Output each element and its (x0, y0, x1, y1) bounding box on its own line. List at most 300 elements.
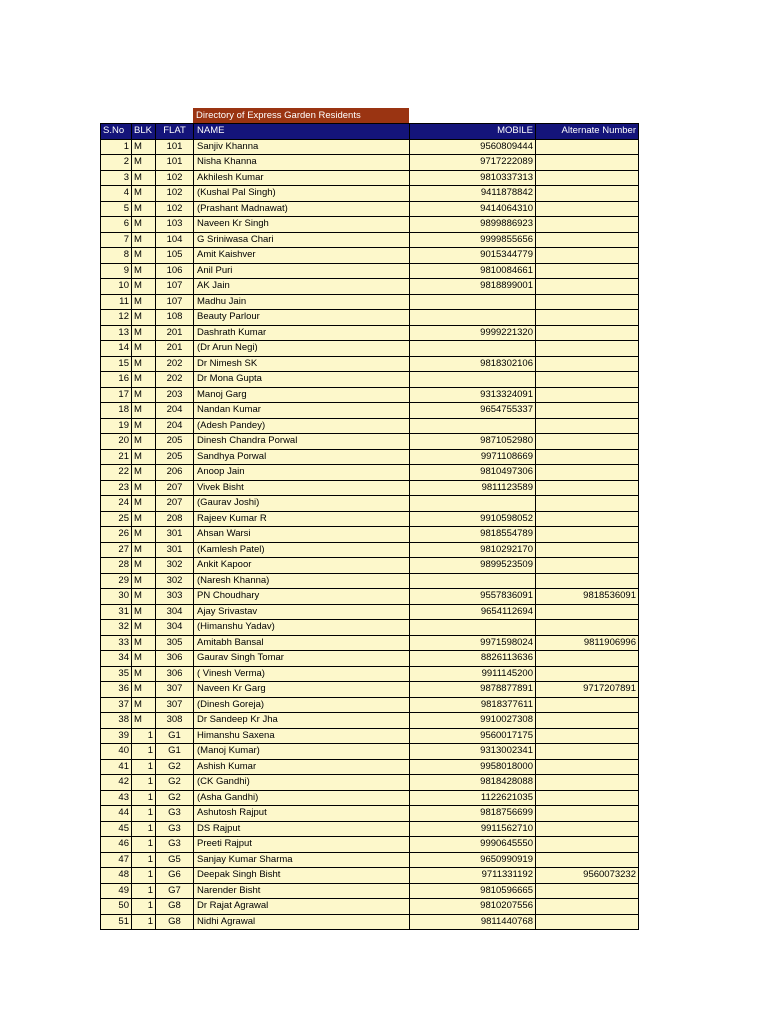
cell-mobile[interactable] (410, 573, 536, 589)
cell-flat[interactable]: 102 (156, 170, 194, 186)
cell-blk[interactable]: M (132, 651, 156, 667)
cell-mobile[interactable]: 9811440768 (410, 914, 536, 930)
cell-mobile[interactable] (410, 620, 536, 636)
cell-alternate-number[interactable] (536, 899, 639, 915)
cell-flat[interactable]: 201 (156, 325, 194, 341)
cell-blk[interactable]: 1 (132, 852, 156, 868)
cell-blk[interactable]: M (132, 480, 156, 496)
cell-flat[interactable]: G7 (156, 883, 194, 899)
cell-flat[interactable]: 306 (156, 666, 194, 682)
cell-blk[interactable]: M (132, 573, 156, 589)
cell-sno[interactable]: 42 (101, 775, 132, 791)
cell-sno[interactable]: 50 (101, 899, 132, 915)
cell-name[interactable]: Dashrath Kumar (194, 325, 410, 341)
cell-blk[interactable]: M (132, 294, 156, 310)
cell-alternate-number[interactable] (536, 744, 639, 760)
cell-mobile[interactable]: 9313324091 (410, 387, 536, 403)
cell-mobile[interactable]: 9818428088 (410, 775, 536, 791)
cell-alternate-number[interactable]: 9560073232 (536, 868, 639, 884)
cell-mobile[interactable]: 9560017175 (410, 728, 536, 744)
cell-sno[interactable]: 41 (101, 759, 132, 775)
cell-alternate-number[interactable] (536, 170, 639, 186)
cell-mobile[interactable]: 9999855656 (410, 232, 536, 248)
cell-sno[interactable]: 4 (101, 186, 132, 202)
cell-flat[interactable]: G3 (156, 837, 194, 853)
cell-flat[interactable]: G5 (156, 852, 194, 868)
cell-sno[interactable]: 34 (101, 651, 132, 667)
cell-blk[interactable]: M (132, 170, 156, 186)
cell-blk[interactable]: 1 (132, 821, 156, 837)
cell-flat[interactable]: 301 (156, 542, 194, 558)
cell-sno[interactable]: 37 (101, 697, 132, 713)
cell-sno[interactable]: 15 (101, 356, 132, 372)
cell-blk[interactable]: M (132, 542, 156, 558)
cell-flat[interactable]: 308 (156, 713, 194, 729)
cell-blk[interactable]: M (132, 201, 156, 217)
cell-alternate-number[interactable] (536, 573, 639, 589)
cell-blk[interactable]: M (132, 356, 156, 372)
cell-flat[interactable]: G2 (156, 775, 194, 791)
cell-mobile[interactable]: 9911145200 (410, 666, 536, 682)
cell-flat[interactable]: 103 (156, 217, 194, 233)
cell-alternate-number[interactable] (536, 403, 639, 419)
cell-sno[interactable]: 13 (101, 325, 132, 341)
cell-alternate-number[interactable] (536, 697, 639, 713)
cell-sno[interactable]: 3 (101, 170, 132, 186)
cell-flat[interactable]: 101 (156, 139, 194, 155)
header-name[interactable]: NAME (194, 124, 410, 140)
cell-flat[interactable]: 204 (156, 418, 194, 434)
cell-flat[interactable]: 306 (156, 651, 194, 667)
cell-name[interactable]: Dr Sandeep Kr Jha (194, 713, 410, 729)
cell-blk[interactable]: M (132, 589, 156, 605)
cell-sno[interactable]: 25 (101, 511, 132, 527)
cell-blk[interactable]: M (132, 713, 156, 729)
cell-blk[interactable]: M (132, 155, 156, 171)
cell-name[interactable]: Dr Rajat Agrawal (194, 899, 410, 915)
cell-mobile[interactable]: 9711331192 (410, 868, 536, 884)
cell-sno[interactable]: 51 (101, 914, 132, 930)
cell-mobile[interactable]: 9818756699 (410, 806, 536, 822)
cell-name[interactable]: Himanshu Saxena (194, 728, 410, 744)
cell-flat[interactable]: 303 (156, 589, 194, 605)
cell-flat[interactable]: 101 (156, 155, 194, 171)
cell-sno[interactable]: 22 (101, 465, 132, 481)
cell-sno[interactable]: 20 (101, 434, 132, 450)
cell-sno[interactable]: 45 (101, 821, 132, 837)
cell-flat[interactable]: 201 (156, 341, 194, 357)
cell-mobile[interactable]: 9811123589 (410, 480, 536, 496)
cell-name[interactable]: PN Choudhary (194, 589, 410, 605)
cell-sno[interactable]: 48 (101, 868, 132, 884)
cell-alternate-number[interactable]: 9818536091 (536, 589, 639, 605)
cell-name[interactable]: Dinesh Chandra Porwal (194, 434, 410, 450)
cell-name[interactable]: (CK Gandhi) (194, 775, 410, 791)
cell-flat[interactable]: G2 (156, 759, 194, 775)
cell-alternate-number[interactable] (536, 372, 639, 388)
cell-mobile[interactable] (410, 310, 536, 326)
cell-alternate-number[interactable] (536, 620, 639, 636)
cell-alternate-number[interactable] (536, 914, 639, 930)
cell-name[interactable]: Dr Nimesh SK (194, 356, 410, 372)
cell-mobile[interactable]: 9899523509 (410, 558, 536, 574)
cell-sno[interactable]: 27 (101, 542, 132, 558)
cell-sno[interactable]: 11 (101, 294, 132, 310)
cell-name[interactable]: Naveen Kr Garg (194, 682, 410, 698)
cell-blk[interactable]: M (132, 465, 156, 481)
cell-alternate-number[interactable] (536, 155, 639, 171)
cell-blk[interactable]: M (132, 139, 156, 155)
cell-sno[interactable]: 14 (101, 341, 132, 357)
cell-mobile[interactable]: 9810596665 (410, 883, 536, 899)
cell-name[interactable]: Beauty Parlour (194, 310, 410, 326)
cell-name[interactable]: Nandan Kumar (194, 403, 410, 419)
cell-sno[interactable]: 35 (101, 666, 132, 682)
cell-alternate-number[interactable] (536, 279, 639, 295)
header-flat[interactable]: FLAT (156, 124, 194, 140)
cell-name[interactable]: (Kamlesh Patel) (194, 542, 410, 558)
cell-alternate-number[interactable] (536, 558, 639, 574)
cell-blk[interactable]: 1 (132, 914, 156, 930)
cell-mobile[interactable]: 9971598024 (410, 635, 536, 651)
cell-blk[interactable]: M (132, 527, 156, 543)
cell-alternate-number[interactable] (536, 542, 639, 558)
cell-name[interactable]: Vivek Bisht (194, 480, 410, 496)
cell-blk[interactable]: M (132, 682, 156, 698)
cell-sno[interactable]: 28 (101, 558, 132, 574)
cell-blk[interactable]: M (132, 418, 156, 434)
cell-mobile[interactable]: 9015344779 (410, 248, 536, 264)
cell-alternate-number[interactable] (536, 201, 639, 217)
cell-flat[interactable]: 304 (156, 620, 194, 636)
cell-name[interactable]: Nisha Khanna (194, 155, 410, 171)
cell-blk[interactable]: M (132, 186, 156, 202)
cell-name[interactable]: (Adesh Pandey) (194, 418, 410, 434)
cell-mobile[interactable]: 9999221320 (410, 325, 536, 341)
cell-flat[interactable]: 302 (156, 558, 194, 574)
cell-name[interactable]: (Kushal Pal Singh) (194, 186, 410, 202)
cell-sno[interactable]: 19 (101, 418, 132, 434)
cell-name[interactable]: (Gaurav Joshi) (194, 496, 410, 512)
cell-alternate-number[interactable]: 9811906996 (536, 635, 639, 651)
cell-name[interactable]: (Asha Gandhi) (194, 790, 410, 806)
cell-blk[interactable]: M (132, 403, 156, 419)
cell-name[interactable]: Sanjiv Khanna (194, 139, 410, 155)
cell-alternate-number[interactable] (536, 356, 639, 372)
cell-flat[interactable]: G3 (156, 806, 194, 822)
cell-name[interactable]: Ashutosh Rajput (194, 806, 410, 822)
cell-name[interactable]: Rajeev Kumar R (194, 511, 410, 527)
cell-alternate-number[interactable] (536, 775, 639, 791)
cell-flat[interactable]: G8 (156, 914, 194, 930)
cell-mobile[interactable]: 9650990919 (410, 852, 536, 868)
cell-sno[interactable]: 47 (101, 852, 132, 868)
cell-blk[interactable]: M (132, 496, 156, 512)
cell-alternate-number[interactable] (536, 713, 639, 729)
cell-alternate-number[interactable] (536, 341, 639, 357)
cell-name[interactable]: AK Jain (194, 279, 410, 295)
cell-flat[interactable]: 305 (156, 635, 194, 651)
cell-sno[interactable]: 8 (101, 248, 132, 264)
cell-sno[interactable]: 2 (101, 155, 132, 171)
cell-mobile[interactable] (410, 418, 536, 434)
cell-sno[interactable]: 49 (101, 883, 132, 899)
header-mobile[interactable]: MOBILE (410, 124, 536, 140)
cell-alternate-number[interactable] (536, 790, 639, 806)
cell-blk[interactable]: 1 (132, 837, 156, 853)
cell-alternate-number[interactable] (536, 387, 639, 403)
cell-alternate-number[interactable] (536, 310, 639, 326)
cell-name[interactable]: ( Vinesh Verma) (194, 666, 410, 682)
cell-mobile[interactable] (410, 294, 536, 310)
cell-blk[interactable]: 1 (132, 868, 156, 884)
cell-flat[interactable]: 105 (156, 248, 194, 264)
cell-blk[interactable]: M (132, 232, 156, 248)
cell-alternate-number[interactable] (536, 248, 639, 264)
cell-sno[interactable]: 5 (101, 201, 132, 217)
cell-name[interactable]: Nidhi Agrawal (194, 914, 410, 930)
cell-mobile[interactable]: 1122621035 (410, 790, 536, 806)
cell-flat[interactable]: 205 (156, 434, 194, 450)
cell-name[interactable]: Amitabh Bansal (194, 635, 410, 651)
cell-blk[interactable]: M (132, 341, 156, 357)
cell-sno[interactable]: 38 (101, 713, 132, 729)
cell-alternate-number[interactable] (536, 852, 639, 868)
cell-sno[interactable]: 32 (101, 620, 132, 636)
cell-flat[interactable]: 307 (156, 682, 194, 698)
cell-name[interactable]: DS Rajput (194, 821, 410, 837)
cell-name[interactable]: Manoj Garg (194, 387, 410, 403)
cell-name[interactable]: Dr Mona Gupta (194, 372, 410, 388)
cell-flat[interactable]: 307 (156, 697, 194, 713)
cell-mobile[interactable]: 9411878842 (410, 186, 536, 202)
cell-sno[interactable]: 6 (101, 217, 132, 233)
cell-mobile[interactable] (410, 341, 536, 357)
cell-sno[interactable]: 43 (101, 790, 132, 806)
cell-sno[interactable]: 7 (101, 232, 132, 248)
cell-name[interactable]: Anil Puri (194, 263, 410, 279)
cell-sno[interactable]: 12 (101, 310, 132, 326)
cell-name[interactable]: Preeti Rajput (194, 837, 410, 853)
cell-alternate-number[interactable] (536, 480, 639, 496)
cell-name[interactable]: Sanjay Kumar Sharma (194, 852, 410, 868)
cell-mobile[interactable]: 9414064310 (410, 201, 536, 217)
cell-sno[interactable]: 24 (101, 496, 132, 512)
cell-flat[interactable]: 207 (156, 480, 194, 496)
cell-sno[interactable]: 44 (101, 806, 132, 822)
cell-mobile[interactable]: 9971108669 (410, 449, 536, 465)
cell-blk[interactable]: M (132, 217, 156, 233)
cell-alternate-number[interactable]: 9717207891 (536, 682, 639, 698)
cell-blk[interactable]: M (132, 620, 156, 636)
cell-alternate-number[interactable] (536, 759, 639, 775)
cell-mobile[interactable]: 9560809444 (410, 139, 536, 155)
cell-alternate-number[interactable] (536, 325, 639, 341)
cell-blk[interactable]: 1 (132, 883, 156, 899)
cell-blk[interactable]: M (132, 666, 156, 682)
cell-alternate-number[interactable] (536, 527, 639, 543)
cell-flat[interactable]: 208 (156, 511, 194, 527)
cell-name[interactable]: Deepak Singh Bisht (194, 868, 410, 884)
cell-name[interactable]: Narender Bisht (194, 883, 410, 899)
cell-alternate-number[interactable] (536, 232, 639, 248)
cell-blk[interactable]: M (132, 635, 156, 651)
cell-blk[interactable]: 1 (132, 775, 156, 791)
cell-mobile[interactable]: 9899886923 (410, 217, 536, 233)
cell-name[interactable]: Gaurav Singh Tomar (194, 651, 410, 667)
cell-flat[interactable]: G1 (156, 744, 194, 760)
cell-flat[interactable]: 202 (156, 372, 194, 388)
cell-sno[interactable]: 39 (101, 728, 132, 744)
cell-mobile[interactable]: 9910598052 (410, 511, 536, 527)
cell-sno[interactable]: 16 (101, 372, 132, 388)
cell-blk[interactable]: M (132, 387, 156, 403)
cell-mobile[interactable]: 9810292170 (410, 542, 536, 558)
cell-flat[interactable]: G3 (156, 821, 194, 837)
cell-mobile[interactable]: 9878877891 (410, 682, 536, 698)
cell-flat[interactable]: 102 (156, 186, 194, 202)
cell-flat[interactable]: 304 (156, 604, 194, 620)
cell-flat[interactable]: 207 (156, 496, 194, 512)
cell-mobile[interactable] (410, 372, 536, 388)
cell-name[interactable]: (Dinesh Goreja) (194, 697, 410, 713)
cell-mobile[interactable]: 9810497306 (410, 465, 536, 481)
cell-sno[interactable]: 40 (101, 744, 132, 760)
cell-flat[interactable]: G6 (156, 868, 194, 884)
cell-mobile[interactable]: 9818302106 (410, 356, 536, 372)
cell-name[interactable]: (Naresh Khanna) (194, 573, 410, 589)
cell-sno[interactable]: 21 (101, 449, 132, 465)
cell-alternate-number[interactable] (536, 217, 639, 233)
cell-blk[interactable]: M (132, 449, 156, 465)
cell-sno[interactable]: 17 (101, 387, 132, 403)
cell-flat[interactable]: 205 (156, 449, 194, 465)
cell-alternate-number[interactable] (536, 837, 639, 853)
cell-name[interactable]: Ashish Kumar (194, 759, 410, 775)
cell-mobile[interactable]: 9654112694 (410, 604, 536, 620)
cell-name[interactable]: Anoop Jain (194, 465, 410, 481)
cell-flat[interactable]: 104 (156, 232, 194, 248)
cell-name[interactable]: Amit Kaishver (194, 248, 410, 264)
cell-name[interactable]: Akhilesh Kumar (194, 170, 410, 186)
cell-sno[interactable]: 30 (101, 589, 132, 605)
cell-flat[interactable]: 107 (156, 294, 194, 310)
cell-mobile[interactable]: 9810207556 (410, 899, 536, 915)
cell-flat[interactable]: G8 (156, 899, 194, 915)
cell-alternate-number[interactable] (536, 294, 639, 310)
cell-alternate-number[interactable] (536, 821, 639, 837)
cell-name[interactable]: (Himanshu Yadav) (194, 620, 410, 636)
cell-mobile[interactable]: 9911562710 (410, 821, 536, 837)
cell-blk[interactable]: 1 (132, 790, 156, 806)
cell-blk[interactable]: 1 (132, 899, 156, 915)
cell-name[interactable]: Naveen Kr Singh (194, 217, 410, 233)
cell-blk[interactable]: M (132, 248, 156, 264)
cell-mobile[interactable]: 9654755337 (410, 403, 536, 419)
header-blk[interactable]: BLK (132, 124, 156, 140)
cell-flat[interactable]: 107 (156, 279, 194, 295)
cell-name[interactable]: (Prashant Madnawat) (194, 201, 410, 217)
cell-alternate-number[interactable] (536, 496, 639, 512)
cell-sno[interactable]: 46 (101, 837, 132, 853)
cell-flat[interactable]: 203 (156, 387, 194, 403)
cell-flat[interactable]: 106 (156, 263, 194, 279)
cell-mobile[interactable]: 9958018000 (410, 759, 536, 775)
cell-name[interactable]: Ahsan Warsi (194, 527, 410, 543)
cell-name[interactable]: Ajay Srivastav (194, 604, 410, 620)
cell-sno[interactable]: 18 (101, 403, 132, 419)
cell-blk[interactable]: M (132, 372, 156, 388)
cell-blk[interactable]: M (132, 434, 156, 450)
cell-flat[interactable]: 301 (156, 527, 194, 543)
cell-mobile[interactable]: 9910027308 (410, 713, 536, 729)
cell-flat[interactable]: 202 (156, 356, 194, 372)
cell-mobile[interactable]: 9717222089 (410, 155, 536, 171)
cell-name[interactable]: G Sriniwasa Chari (194, 232, 410, 248)
cell-mobile[interactable]: 9313002341 (410, 744, 536, 760)
cell-blk[interactable]: 1 (132, 806, 156, 822)
cell-alternate-number[interactable] (536, 434, 639, 450)
cell-sno[interactable]: 1 (101, 139, 132, 155)
cell-alternate-number[interactable] (536, 449, 639, 465)
cell-mobile[interactable]: 9557836091 (410, 589, 536, 605)
cell-flat[interactable]: 108 (156, 310, 194, 326)
cell-blk[interactable]: 1 (132, 728, 156, 744)
cell-flat[interactable]: G2 (156, 790, 194, 806)
cell-alternate-number[interactable] (536, 139, 639, 155)
cell-mobile[interactable]: 8826113636 (410, 651, 536, 667)
cell-mobile[interactable]: 9990645550 (410, 837, 536, 853)
cell-mobile[interactable] (410, 496, 536, 512)
cell-mobile[interactable]: 9818899001 (410, 279, 536, 295)
cell-name[interactable]: Ankit Kapoor (194, 558, 410, 574)
cell-name[interactable]: (Manoj Kumar) (194, 744, 410, 760)
cell-blk[interactable]: M (132, 279, 156, 295)
cell-alternate-number[interactable] (536, 263, 639, 279)
cell-mobile[interactable]: 9871052980 (410, 434, 536, 450)
cell-mobile[interactable]: 9818377611 (410, 697, 536, 713)
cell-sno[interactable]: 10 (101, 279, 132, 295)
cell-flat[interactable]: 206 (156, 465, 194, 481)
cell-sno[interactable]: 29 (101, 573, 132, 589)
cell-alternate-number[interactable] (536, 465, 639, 481)
cell-alternate-number[interactable] (536, 511, 639, 527)
cell-sno[interactable]: 36 (101, 682, 132, 698)
cell-sno[interactable]: 23 (101, 480, 132, 496)
cell-mobile[interactable]: 9818554789 (410, 527, 536, 543)
cell-sno[interactable]: 31 (101, 604, 132, 620)
cell-blk[interactable]: 1 (132, 759, 156, 775)
cell-alternate-number[interactable] (536, 666, 639, 682)
cell-sno[interactable]: 33 (101, 635, 132, 651)
cell-flat[interactable]: 102 (156, 201, 194, 217)
header-sno[interactable]: S.No (101, 124, 132, 140)
cell-flat[interactable]: G1 (156, 728, 194, 744)
cell-name[interactable]: Sandhya Porwal (194, 449, 410, 465)
cell-alternate-number[interactable] (536, 186, 639, 202)
cell-alternate-number[interactable] (536, 806, 639, 822)
cell-flat[interactable]: 204 (156, 403, 194, 419)
cell-blk[interactable]: M (132, 558, 156, 574)
cell-name[interactable]: Madhu Jain (194, 294, 410, 310)
cell-alternate-number[interactable] (536, 728, 639, 744)
cell-blk[interactable]: 1 (132, 744, 156, 760)
header-alternate-number[interactable]: Alternate Number (536, 124, 639, 140)
cell-blk[interactable]: M (132, 604, 156, 620)
cell-alternate-number[interactable] (536, 651, 639, 667)
cell-flat[interactable]: 302 (156, 573, 194, 589)
cell-mobile[interactable]: 9810084661 (410, 263, 536, 279)
